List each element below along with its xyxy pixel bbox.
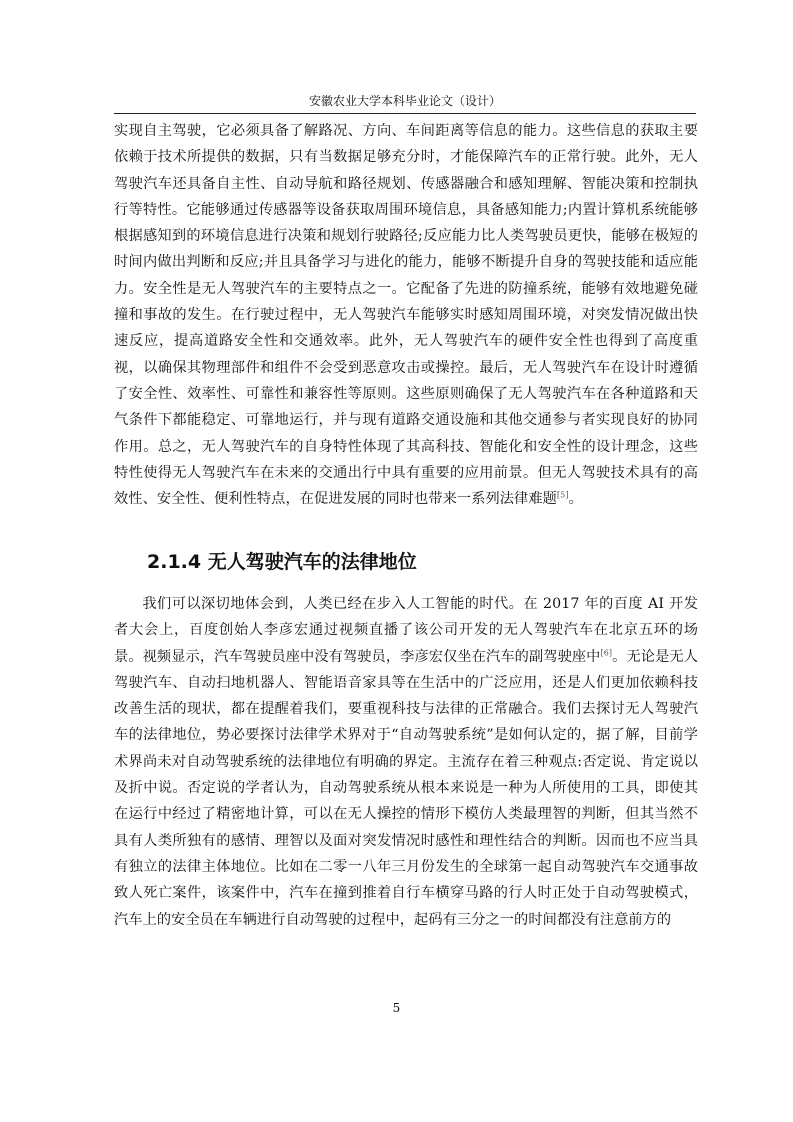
paragraph-2-text-b: 。无论是无人驾驶汽车、自动扫地机器人、智能语音家具等在生活中的广泛应用，还是人们更加依赖科技改善生活的现状，都在提醒着我们，要重视科技与法律的正常融合。我们去探讨无人驾驶汽车的法律地位，势必要探讨法律学术界对于“自动驾驶系统”是如何认定的，据了解，目前学术界尚未对自动驾驶系统的法律地位有明确的界定。主流存在着三种观点:否定说、肯定说以及折中说。否定说的学者认为，自动驾驶系统从根本来说是一种为人所使用的工具，即使其在运行中经过了精密地计算，可以在无人操控的情形下模仿人类最理智的判断，但其当然不具有人类所独有的感情、理智以及面对突发情况时感性和理性结合的判断。因而也不应当具有独立的法律主体地位。比如在二零一八年三月份发生的全球第一起自动驾驶汽车交通事故致人死亡案件，该案件中，汽车在撞到推着自行车横穿马路的行人时正处于自动驾驶模式，汽车上的安全员在车辆进行自动驾驶的过程中，起码有三分之一的时间都没有注意前方的 <box>114 648 698 928</box>
header-rule <box>114 113 696 114</box>
paragraph-1-text: 实现自主驾驶，它必须具备了解路况、方向、车间距离等信息的能力。这些信息的获取主要依赖于技术所提供的数据，只有当数据足够充分时，才能保障汽车的正常行驶。此外，无人驾驶汽车还具备自主性、自动导航和路径规划、传感器融合和感知理解、智能决策和控制执行等特性。它能够通过传感器等设备获取周围环境信息，具备感知能力;内置计算机系统能够根据感知到的环境信息进行决策和规划行驶路径;反应能力比人类驾驶员更快，能够在极短的时间内做出判断和反应;并且具备学习与进化的能力，能够不断提升自身的驾驶技能和适应能力。安全性是无人驾驶汽车的主要特点之一。它配备了先进的防撞系统，能够有效地避免碰撞和事故的发生。在行驶过程中，无人驾驶汽车能够实时感知周围环境，对突发情况做出快速反应，提高道路安全性和交通效率。此外，无人驾驶汽车的硬件安全性也得到了高度重视，以确保其物理部件和组件不会受到恶意攻击或操控。最后，无人驾驶汽车在设计时遵循了安全性、效率性、可靠性和兼容性等原则。这些原则确保了无人驾驶汽车在各种道路和天气条件下都能稳定、可靠地运行，并与现有道路交通设施和其他交通参与者实现良好的协同作用。总之，无人驾驶汽车的自身特性体现了其高科技、智能化和安全性的设计理念，这些特性使得无人驾驶汽车在未来的交通出行中具有重要的应用前景。但无人驾驶技术具有的高效性、安全性、便利性特点，在促进发展的同时也带来一系列法律难题 <box>114 123 698 508</box>
paragraph-1-end: 。 <box>568 491 583 508</box>
paragraph-1 <box>114 118 698 512</box>
citation-5: [5] <box>556 490 569 500</box>
section-heading: 2.1.4 无人驾驶汽车的法律地位 <box>147 551 417 573</box>
paragraph-2-text-a: 我们可以深切地体会到，人类已经在步入人工智能的时代。在 2017 年的百度 AI 开发者大会上，百度创始人李彦宏通过视频直播了该公司开发的无人驾驶汽车在北京五环的场景。视频显示，汽车驾驶员座中没有驾驶员，李彦宏仅坐在汽车的副驾驶座中 <box>114 596 698 665</box>
citation-6: [6] <box>600 647 613 657</box>
running-header: 安徽农业大学本科毕业论文（设计） <box>308 94 501 108</box>
paragraph-2 <box>114 591 698 933</box>
page-number: 5 <box>392 1001 401 1015</box>
